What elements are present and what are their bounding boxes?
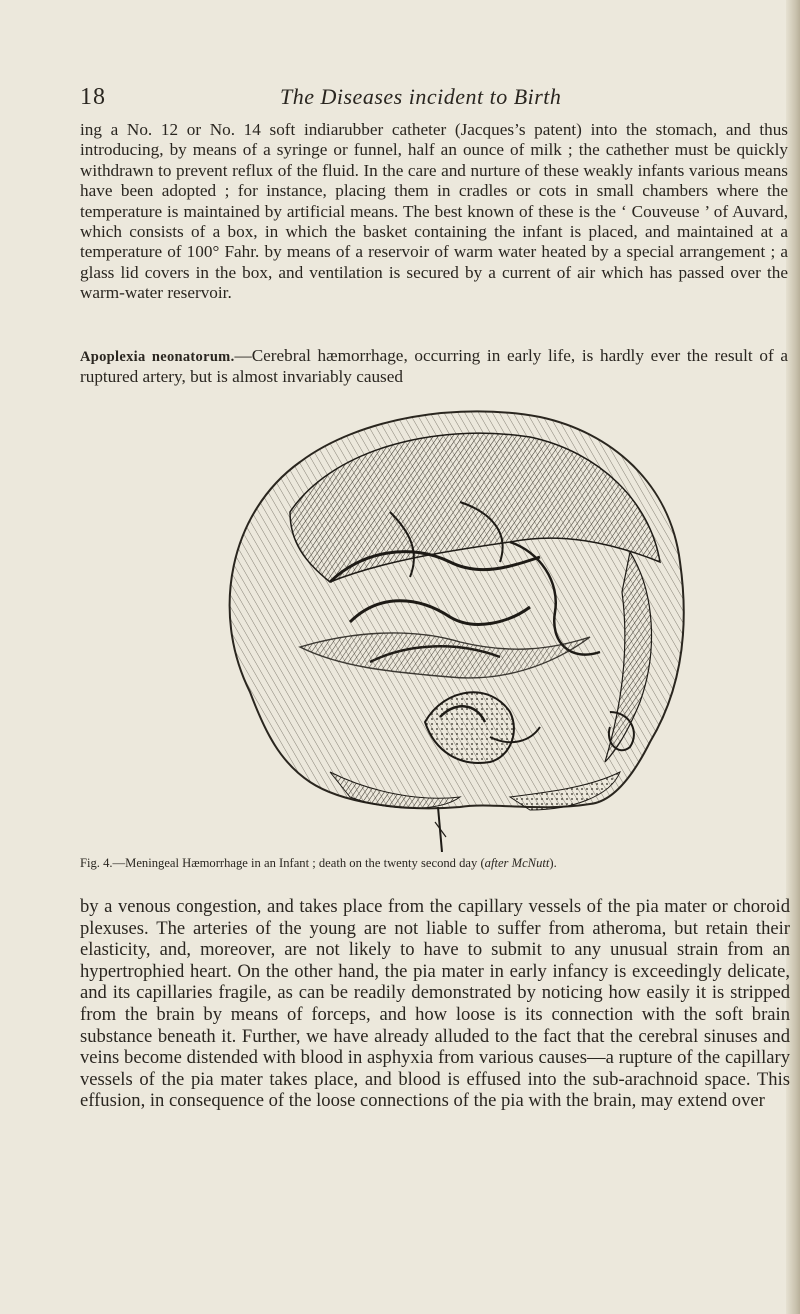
caption-attribution: after McNutt (484, 856, 550, 870)
caption-main: Fig. 4.—Meningeal Hæmorrhage in an Infant ; death on the twenty second day ( (80, 856, 485, 870)
running-title: The Diseases incident to Birth (280, 84, 562, 109)
brain-haemorrhage-illustration (210, 392, 710, 852)
caption-end: ). (549, 856, 557, 870)
paragraph-venous-congestion: by a venous congestion, and takes place from the capillary vessels of the pia mater or choroid plexuses. The arteries of the young are not liable to suffer from atheroma, but retain their elasticity, and, moreover, are not likely to have to submit to any unusual strain from an hypertrophied heart. On the other hand, the pia mater in early infancy is exceedingly delicate, and its capillaries fragile, as can be readily demonstrated by noticing how easily it is stripped from the brain by means of forceps, and how loose is its connection with the soft brain substance beneath it. Further, we have already alluded to the fact that the cerebral sinuses and veins become distended with blood in asphyxia from various causes—a rupture of the capillary vessels of the pia mater takes place, and blood is effused into the sub-arachnoid space. This effusion, in consequence of the loose connections of the pia with the brain, may extend over (80, 896, 790, 1112)
page-edge (786, 0, 800, 1314)
figure-brain-illustration (210, 392, 710, 852)
paragraph-catheter-feeding: ing a No. 12 or No. 14 soft indiarubber catheter (Jacques’s patent) into the stomach, and thus introducing, by means of a syringe or funnel, half an ounce of milk ; the cathether must be quickly withdrawn to prevent reflux of the fluid. In the care and nurture of these weakly infants various means have been adopted ; for instance, placing them in cradles or cots in small chambers where the temperature is maintained by artificial means. The best known of these is the ‘ Couveuse ’ of Auvard, which consists of a box, in which the basket containing the infant is placed, and maintained at a temperature of 100° Fahr. by means of a reservoir of warm water heated by a special arrangement ; a glass lid covers in the box, and ventilation is secured by a current of air which has passed over the warm-water reservoir. (80, 120, 788, 303)
paragraph-apoplexia-text: —Cerebral hæmorrhage, occurring in early life, is hardly ever the result of a ruptured artery, but is almost invariably caused (80, 346, 788, 387)
page-number: 18 (80, 84, 106, 110)
page-header (80, 84, 720, 116)
figure-caption (80, 856, 790, 871)
paragraph-apoplexia (80, 346, 788, 388)
run-in-heading: Apoplexia neonatorum. (80, 349, 235, 365)
